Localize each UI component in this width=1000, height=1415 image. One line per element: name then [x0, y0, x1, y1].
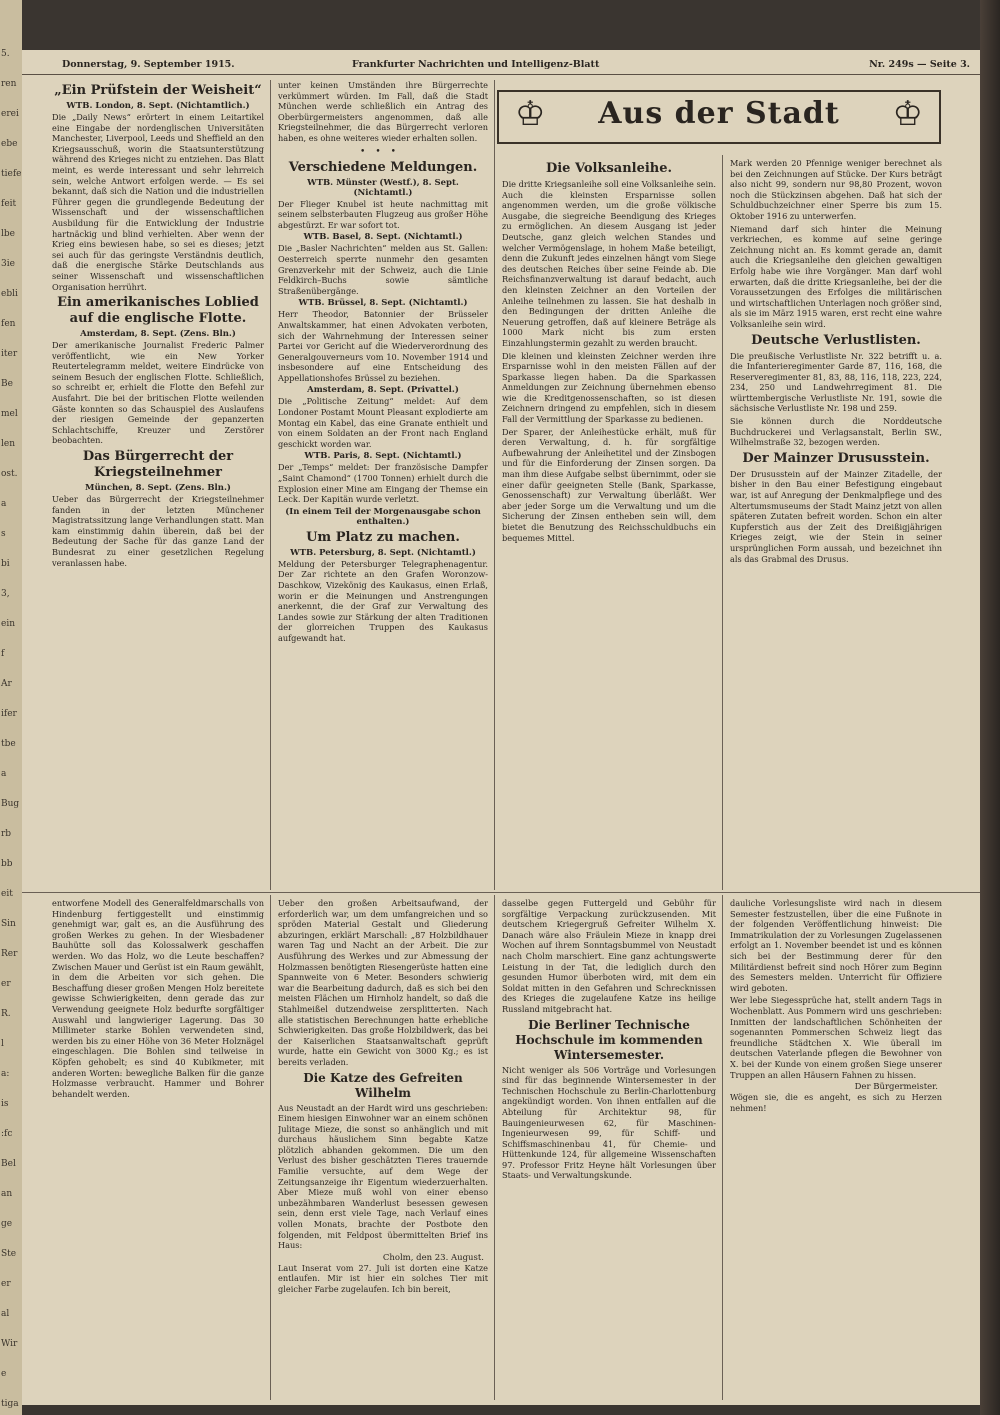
dateline: Amsterdam, 8. Sept. (Privattel.) — [307, 385, 459, 396]
binding-text-fragment: a — [1, 499, 7, 509]
binding-text-fragment: ein — [1, 619, 16, 629]
dateline: WTB. London, 8. Sept. (Nichtamtlich.) — [66, 101, 250, 111]
binding-text-fragment: 3, — [1, 589, 10, 599]
article-text: Wögen sie, die es angeht, es sich zu Herzen nehmen! — [730, 1092, 942, 1113]
binding-text-fragment: :fc — [1, 1129, 13, 1139]
binding-text-fragment: l — [1, 1039, 4, 1049]
binding-text-fragment: er — [1, 979, 11, 989]
column-rule — [270, 895, 271, 1400]
binding-text-fragment: an — [1, 1189, 13, 1199]
binding-text-fragment: ebe — [1, 139, 18, 149]
binding-text-fragment: erei — [1, 109, 19, 119]
masthead-issue: Nr. 249s — Seite 3. — [869, 59, 970, 70]
binding-text-fragment: e — [1, 1369, 7, 1379]
separator: ••• — [360, 146, 406, 157]
headline: Das Bürgerrecht der Kriegsteilnehmer — [82, 449, 234, 481]
dateline: Amsterdam, 8. Sept. (Zens. Bln.) — [80, 329, 236, 340]
bottom-column-4 — [730, 898, 942, 1398]
column-1 — [52, 80, 264, 890]
headline: Der Mainzer Drususstein. — [742, 450, 930, 466]
article-text: Die „Basler Nachrichten“ melden aus St. Gallen: Oesterreich sperrte nunmehr den gesamten Grenzverkehr mit der Schweiz, auch die Linie Feldkirch–Buchs sowie sämtliche Straßenübergänge. — [278, 243, 488, 296]
headline: Die Volksanleihe. — [545, 161, 673, 176]
binding-margin — [0, 0, 22, 1415]
binding-text-fragment: ebli — [1, 289, 18, 299]
article-text: Der amerikanische Journalist Frederic Palmer veröffentlicht, wie ein New Yorker Reutertelegramm meldet, weitere Eindrücke von seinem Besuch der englischen Flotte. Schließlich, so schreibt er, erhielt die Flotte den Befehl zur Ausfahrt. Die bei der britischen Flotte weilenden Gäste konnten so das Schauspiel des Auslaufens der riesigen Gemeinde der gepanzerten Schlachtschiffe, Kreuzer und Zerstörer beobachten. — [52, 340, 264, 446]
binding-text-fragment: rb — [1, 829, 12, 839]
section-title: Aus der Stadt — [598, 96, 840, 131]
dateline: München, 8. Sept. (Zens. Bln.) — [85, 483, 231, 494]
article-text: Nicht weniger als 506 Vorträge und Vorlesungen sind für das beginnende Wintersemester in der Technischen Hochschule zu Berlin-Charlottenburg angekündigt worden. Von ihnen entfallen auf die Abteilung für Architektur 98, für Bauingenieurwesen 62, für Maschinen-Ingenieurwesen 99, für Schiff- und Schiffsmaschinenbau 41, für Chemie- und Hüttenkunde 124, für allgemeine Wissenschaften 97. Professor Fritz Heyne hält Vorlesungen über Staats- und Verwaltungskunde. — [502, 1064, 716, 1181]
letter-dateline: Cholm, den 23. August. — [382, 1252, 484, 1263]
masthead-date: Donnerstag, 9. September 1915. — [62, 59, 235, 70]
binding-text-fragment: R. — [1, 1009, 11, 1019]
binding-text-fragment: eit — [1, 889, 13, 899]
binding-text-fragment: tiefe — [1, 169, 22, 179]
editorial-note: (In einem Teil der Morgenausgabe schon enthalten.) — [285, 506, 481, 527]
bottom-column-1 — [52, 898, 264, 1398]
headline: Die Berliner Technische Hochschule im kommenden Wintersemester. — [515, 1017, 703, 1062]
newspaper-page — [22, 50, 980, 1405]
headline: Um Platz zu machen. — [306, 529, 460, 545]
masthead — [22, 58, 980, 75]
binding-text-fragment: ost. — [1, 469, 18, 479]
binding-text-fragment: Bel — [1, 1159, 16, 1169]
headline: „Ein Prüfstein der Weisheit“ — [54, 83, 262, 98]
binding-text-fragment: s — [1, 529, 6, 539]
binding-text-fragment: bi — [1, 559, 10, 569]
article-text: Der Sparer, der Anleihestücke erhält, muß für deren Verwaltung, d. h. für sorgfältige Aufbewahrung der Anleihetitel und der Zinsbogen und für die Einforderung der Zinsen sorgen. Da man ihm diese Aufgabe selbst übernimmt, oder sie einer dafür geeigneten Stelle (Bank, Sparkasse, Genossenschaft) zur Verwaltung überläßt. Wer aber jeder Sorge um die Verwaltung und um die Sicherung der Zinsen entheben sein will, dem bietet die Benutzung des Reichsschuldbuchs ein bequemes Mittel. — [502, 426, 716, 543]
binding-text-fragment: ge — [1, 1219, 13, 1229]
binding-text-fragment: is — [1, 1099, 9, 1109]
binding-text-fragment: len — [1, 439, 16, 449]
binding-text-fragment: 5. — [1, 49, 10, 59]
ornament-icon: ♔ — [892, 94, 923, 134]
binding-text-fragment: feit — [1, 199, 17, 209]
column-rule — [722, 155, 723, 890]
article-text: Wer lebe Siegessprüche hat, stellt andern Tags in Wochenblatt. Aus Pommern wird uns geschrieben: Inmitten der landschaftlichen Schönheiten der sogenannten Pommerschen Schweiz liegt das freundliche Städtchen X. Wie überall im deutschen Vaterlande pflegen die Bewohner von X. bei der Kunde von einem großen Siege unserer Truppen an allen Häusern Fahnen zu hissen. — [730, 995, 942, 1080]
article-text: Sie können durch die Norddeutsche Buchdruckerei und Verlagsanstalt, Berlin SW., Wilhelmstraße 32, bezogen werden. — [730, 416, 942, 448]
article-text: Mark werden 20 Pfennige weniger berechnet als bei den Zeichnungen auf Stücke. Der Kurs beträgt also nicht 99, sondern nur 98,80 Prozent, wovon noch die Stückzinsen abgehen. Daß hat sich der Schuldbuchzeichner einer Sperre bis zum 15. Oktober 1916 zu unterwerfen. — [730, 158, 942, 221]
signature: Der Bürgermeister. — [854, 1082, 938, 1093]
column-4 — [730, 158, 942, 888]
column-rule — [494, 80, 495, 890]
article-text: Der Drususstein auf der Mainzer Zitadelle, der bisher in den Bau einer Befestigung eingebaut war, ist auf Anregung der Denkmalpflege und des Altertumsmuseums der Stadt Mainz jetzt von allen späteren Zutaten befreit worden. Schon ein alter Kupferstich aus der Zeit des Dreißigjährigen Krieges zeigt, wie der Stein in seiner ursprünglichen Form aussah, und bezeichnet ihn als das Grabmal des Drusus. — [730, 468, 942, 564]
dateline: WTB. Petersburg, 8. Sept. (Nichtamtl.) — [290, 547, 476, 558]
binding-text-fragment: Ar — [1, 679, 12, 689]
article-text: Die kleinen und kleinsten Zeichner werden ihre Ersparnisse wohl in den meisten Fällen auf der Sparkasse liegen haben. Da die Sparkassen Anmeldungen zur Zeichnung übernehmen ebenso wie die Kreditgenossenschaften, so ist diesen Zeichnern dringend zu empfehlen, sich in diesem Fall der Vermittlung der Sparkasse zu bedienen. — [502, 350, 716, 425]
dateline: WTB. Münster (Westf.), 8. Sept. (Nichtamtl.) — [307, 177, 459, 198]
article-text: Der „Temps“ meldet: Der französische Dampfer „Saint Chamond“ (1700 Tonnen) erhielt durch die Explosion einer Mine am Eingang der Themse ein Leck. Der Kapitän wurde verletzt. — [278, 462, 488, 505]
dateline: WTB. Paris, 8. Sept. (Nichtamtl.) — [304, 451, 462, 462]
article-text: Ueber das Bürgerrecht der Kriegsteilnehmer fanden in der letzten Münchener Magistratssitzung lange Verhandlungen statt. Man kam einstimmig dahin überein, daß bei der Bedeutung der Sache für das ganze Land der Bundesrat zu einer gesetzlichen Regelung veranlassen habe. — [52, 494, 264, 568]
bottom-column-2 — [278, 898, 488, 1398]
binding-text-fragment: Be — [1, 379, 13, 389]
article-text: dauliche Vorlesungsliste wird nach in diesem Semester festzustellen, über die eine Fußnote in der folgenden Veröffentlichung hinweist: Die Immatrikulation der zu Vorlesungen Zugelassenen erfolgt an 1. November beendet ist und es können sich bei der Bestimmung derer für den Militärdienst befreit sind noch Hörer zum Beginn des Semesters melden. Unterricht für Offiziere wird geboten. — [730, 898, 942, 993]
page-edge-shadow — [980, 0, 1000, 1415]
binding-text-fragment: lbe — [1, 229, 15, 239]
article-text: entworfene Modell des Generalfeldmarschalls von Hindenburg fertiggestellt und einstimmig genehmigt war, galt es, an die Ausführung des großen Werkes zu gehen. In der Wiesbadener Bauhütte soll das Kolossalwerk geschaffen werden. Wo das Holz, wo die Leute beschaffen? Zwischen Mauer und Gerüst ist ein Raum gewählt, in dem die Arbeiten vor sich gehen. Die Beschaffung dieser großen Mengen Holz bereitete gewisse Schwierigkeiten, denn gerade das zur Verwendung geeignete Holz bedurfte sorgfältiger Auswahl und langwieriger Lagerung. Das 30 Millimeter starke Bohlen verwendeten sind, werden bis zu einer Höhe von 36 Meter Holznägel eingeschlagen. Die Bohlen sind teilweise in Köpfen gehobelt; es sind 40 Kubikmeter, mit anderen Worten: bewegliche Balken für die ganze Holzmasse verbraucht. Hammer und Bohrer behandelt werden. — [52, 898, 264, 1099]
article-text: unter keinen Umständen ihre Bürgerrechte verkümmert würden. Im Fall, daß die Stadt München werde schließlich ein Antrag des Oberbürgermeisters angenommen, daß alle Kriegsteilnehmer, die das Bürgerrecht verloren haben, es ohne weiteres wieder erhalten sollen. — [278, 80, 488, 143]
article-text: Ueber den großen Arbeitsaufwand, der erforderlich war, um dem umfangreichen und so spröden Material Gestalt und Gliederung abzuringen, erklärt Marschall: „87 Holzbildhauer waren Tag und Nacht an der Arbeit. Die zur Ausführung des Werkes und zur Abmessung der Holzmassen benötigten Riesengerüste hatten eine Spannweite von 6 Meter. Besonders schwierig war die Bearbeitung dadurch, daß es sich bei den meisten Flächen um Hirnholz handelt, so daß die Stahlmeißel dutzendweise zersplitterten. Nach alle statistischen Berechnungen hatte erhebliche Schwierigkeiten. Das große Holzbildwerk, das bei der Kaiserlichen Staatsanwaltschaft geprüft wurde, hatte ein Gewicht von 3000 Kg.; es ist bereits verladen. — [278, 898, 488, 1067]
ornament-icon: ♔ — [515, 94, 546, 134]
masthead-paper-name: Frankfurter Nachrichten und Intelligenz-Blatt — [352, 59, 600, 70]
article-text: Der Flieger Knubel ist heute nachmittag mit seinem selbsterbauten Flugzeug aus großer Höhe abgestürzt. Er war sofort tot. — [278, 198, 488, 230]
column-rule — [722, 895, 723, 1400]
binding-text-fragment: 3ie — [1, 259, 15, 269]
article-text: Niemand darf sich hinter die Meinung verkriechen, es komme auf seine geringe Zeichnung nicht an. Es kommt gerade an, damit auch die Kriegsanleihe den gleichen gewaltigen Erfolg habe wie ihre Vorgänger. Man darf wohl erwarten, daß die dritte Kriegsanleihe, bei der die Voraussetzungen des Erfolges die militärischen und wirtschaftlichen Unterlagen noch größer sind, als sie im März 1915 waren, erst recht eine wahre Volksanleihe sein wird. — [730, 223, 942, 329]
section-banner — [497, 90, 941, 144]
article-text: dasselbe gegen Futtergeld und Gebühr für sorgfältige Verpackung zurückzusenden. Mit deutschem Kriegergruß Gefreiter Wilhelm X. Danach wäre also Fräulein Mieze in knapp drei Wochen auf ihrem Sonntagsbummel von Neustadt nach Cholm marschiert. Eine ganz achtungswerte Leistung in der Tat, die lediglich durch den gesunden Humor überboten wird, mit dem ein Soldat mitten in den Gefahren und Schrecknissen des Krieges die zugelaufene Katze ins heilige Russland mitgebracht hat. — [502, 898, 716, 1014]
headline: Die Katze des Gefreiten Wilhelm — [303, 1070, 463, 1100]
binding-text-fragment: iter — [1, 349, 18, 359]
column-2 — [278, 80, 488, 890]
column-rule — [494, 895, 495, 1400]
headline: Verschiedene Meldungen. — [288, 159, 478, 175]
article-text: Die preußische Verlustliste Nr. 322 betrifft u. a. die Infanterieregimenter Garde 87, 116, 168, die Reserveregimenter 81, 83, 88, 116, 118, 223, 224, 234, 250 und Landwehrregiment 81. Die württembergische Verlustliste Nr. 191, sowie die sächsische Verlustliste Nr. 198 und 259. — [730, 350, 942, 414]
binding-text-fragment: Rer — [1, 949, 18, 959]
article-text: Aus Neustadt an der Hardt wird uns geschrieben: Einem hiesigen Einwohner war an einem schönen Julitage Mieze, die sonst so anhänglich und mit durchaus häuslichem Sinn begabte Katze plötzlich abhanden gekommen. Die um den Verlust des bisher geschätzten Tieres trauernde Familie versuchte, auf dem Wege der Zeitungsanzeige ihr Eigentum wiederzuerhalten. Aber Mieze muß wohl von einer ebenso unbezähmbaren Wanderlust besessen gewesen sein, denn erst viele Tage, nach Verlauf eines vollen Monats, brachte der Postbote den folgenden, mit Feldpost übermittelten Brief ins Haus: — [278, 1102, 488, 1251]
binding-text-fragment: fen — [1, 319, 16, 329]
binding-text-fragment: a: — [1, 1069, 10, 1079]
binding-text-fragment: tiga — [1, 1399, 19, 1409]
bottom-column-3 — [502, 898, 716, 1398]
headline: Ein amerikanisches Loblied auf die englische Flotte. — [57, 295, 259, 327]
binding-text-fragment: bb — [1, 859, 13, 869]
binding-text-fragment: mel — [1, 409, 18, 419]
article-text: Meldung der Petersburger Telegraphenagentur. Der Zar richtete an den Grafen Woronzow-Daschkow, Vizekönig des Kaukasus, einen Erlaß, worin er die Meinungen und Anstrengungen anerkennt, die der Graf zur Verwaltung des Landes sowie zur Stärkung der alten Traditionen der glorreichen Truppen des Kaukasus aufgewandt hat. — [278, 558, 488, 643]
binding-text-fragment: ifer — [1, 709, 17, 719]
article-text: Die „Politische Zeitung“ meldet: Auf dem Londoner Postamt Mount Pleasant explodierte am Montag ein Kabel, das eine Granate enthielt und von einem Soldaten an der Front nach England geschickt worden war. — [278, 396, 488, 449]
binding-text-fragment: er — [1, 1279, 11, 1289]
section-rule — [22, 892, 980, 893]
dateline: WTB. Basel, 8. Sept. (Nichtamtl.) — [303, 232, 463, 243]
binding-text-fragment: f — [1, 649, 5, 659]
binding-text-fragment: al — [1, 1309, 10, 1319]
binding-text-fragment: tbe — [1, 739, 16, 749]
binding-text-fragment: ren — [1, 79, 17, 89]
binding-text-fragment: Bug — [1, 799, 20, 809]
article-text: Die „Daily News“ erörtert in einem Leitartikel eine Eingabe der nordenglischen Universitäten Manchester, Liverpool, Leeds und Sheffield an den Kriegsausschuß, worin die Staatsunterstützung während des Krieges nicht zu entziehen. Das Blatt meint, es werde interessant und sehr lehrreich sein, welche Antwort erfolgen werde. — Es sei bekannt, daß sich die Nation und die industriellen Führer gegen die grundlegende Bedeutung der Wissenschaft und der wissenschaftlichen Ausbildung für die Entwicklung der Industrie hartnäckig und blind verhielten. Aber wenn der Krieg eins bewiesen habe, so sei es dieses; jetzt sei auch für das geringste Verständnis deutlich, daß die energische Stärke Deutschlands aus seiner Wissenschaft und wissenschaftlichen Organisation herrührt. — [52, 112, 264, 292]
article-text: Die dritte Kriegsanleihe soll eine Volksanleihe sein. Auch die kleinsten Ersparnisse sollen angenommen werden, um die große völkische Ausgabe, die siegreiche Beendigung des Krieges zu ermöglichen. An diesem Ausgang ist jeder Deutsche, ganz gleich welchen Standes und welcher Vermögenslage, in hohem Maße beteiligt, denn die Zukunft jedes einzelnen hängt vom Siege des deutschen Reiches über seine Feinde ab. Die Reichsfinanzverwaltung ist darauf bedacht, auch den kleinsten Zeichner an den Vorteilen der Anleihe teilnehmen zu lassen. Sie hat deshalb in den Bedingungen der dritten Anleihe die Neuerung getroffen, daß auf kleinere Beträge als 1000 Mark nicht bis zum ersten Einzahlungstermin gezahlt zu werden braucht. — [502, 179, 716, 348]
binding-text-fragment: Wir — [1, 1339, 18, 1349]
article-text: Herr Theodor, Batonnier der Brüsseler Anwaltskammer, hat einen Advokaten verboten, sich der Wahrnehmung der Interessen seiner Partei vor Gericht auf die Wiederverordnung des Generalgouverneurs vom 10. November 1914 und insbesondere auf eine Entscheidung des Appellationshofes Brüssel zu beziehen. — [278, 309, 488, 383]
article-text: Laut Inserat vom 27. Juli ist dorten eine Katze entlaufen. Mir ist hier ein solches Tier mit gleicher Farbe zugelaufen. Ich bin bereit, — [278, 1262, 488, 1294]
column-rule — [270, 80, 271, 890]
column-3 — [502, 158, 716, 888]
binding-text-fragment: Ste — [1, 1249, 17, 1259]
binding-text-fragment: Sin — [1, 919, 16, 929]
headline: Deutsche Verlustlisten. — [751, 332, 921, 348]
binding-text-fragment: a — [1, 769, 7, 779]
dateline: WTB. Brüssel, 8. Sept. (Nichtamtl.) — [298, 298, 468, 309]
